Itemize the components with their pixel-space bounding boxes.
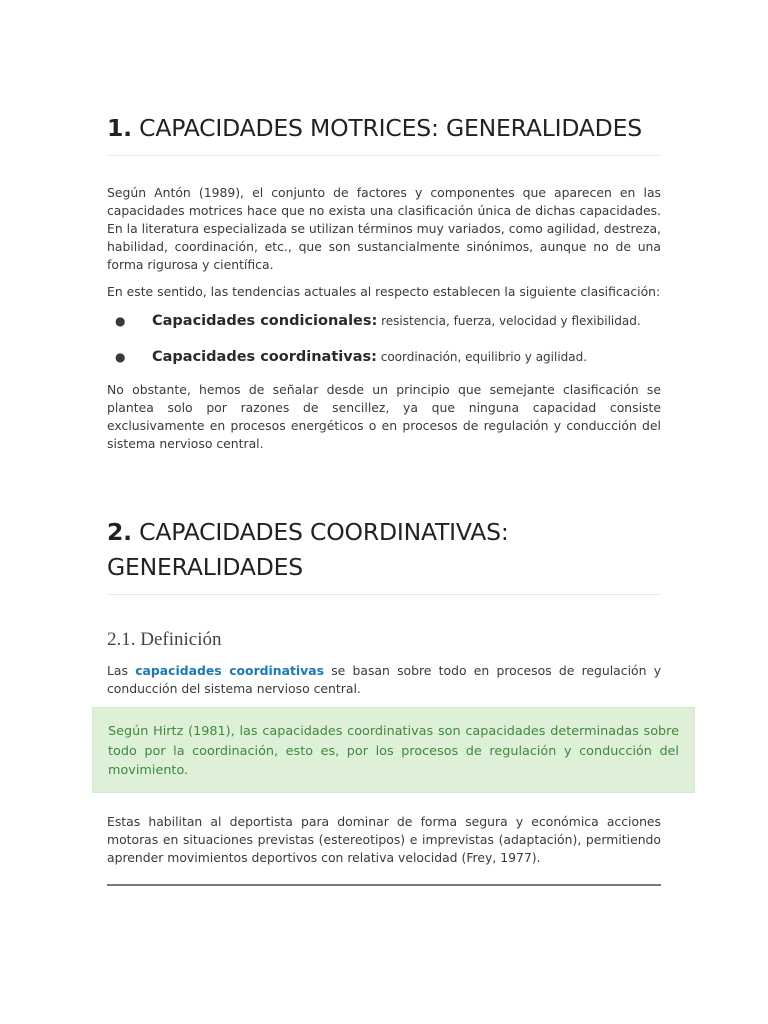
list-item-term: Capacidades condicionales: xyxy=(152,313,378,329)
section-1-paragraph-1: Según Antón (1989), el conjunto de factores y componentes que aparecen en las capacidades motrices hace que no exista una clasificación única de dichas capacidades. En la literatura especializada se utilizan términos muy variados, como agilidad, destreza, habilidad, coordinación, etc., que son sustancialmente sinónimos, aunque no de una forma rigurosa y científica. xyxy=(107,185,661,272)
list-item-term: Capacidades coordinativas: xyxy=(152,349,377,365)
definition-prefix: Las xyxy=(107,663,136,678)
section-1-title: CAPACIDADES MOTRICES: GENERALIDADES xyxy=(139,114,642,142)
bullet-dot-icon: ● xyxy=(115,314,126,328)
list-item xyxy=(107,311,661,331)
list-item xyxy=(107,347,661,367)
section-2-number: 2. xyxy=(107,518,132,546)
section-2-heading xyxy=(107,515,661,585)
section-1-paragraph-3: No obstante, hemos de señalar desde un principio que semejante clasificación se plantea solo por razones de sencillez, ya que ninguna capacidad consiste exclusivamente en procesos energéticos o en procesos de regulación y conducción del sistema nervioso central. xyxy=(107,382,661,451)
bullet-dot-icon: ● xyxy=(115,350,126,364)
section-1-number: 1. xyxy=(107,114,132,142)
capacities-list xyxy=(107,311,661,367)
quote-callout-text: Según Hirtz (1981), las capacidades coordinativas son capacidades determinadas sobre todo por la coordinación, esto es, por los procesos de regulación y conducción del movimiento. xyxy=(108,724,679,778)
section-1-divider xyxy=(107,155,661,156)
section-2-divider xyxy=(107,594,661,595)
bottom-divider xyxy=(107,884,661,886)
list-item-description: resistencia, fuerza, velocidad y flexibilidad. xyxy=(377,314,641,328)
subsection-heading: 2.1. Definición xyxy=(107,629,222,650)
list-item-description: coordinación, equilibrio y agilidad. xyxy=(376,350,588,364)
section-1-paragraph-2: En este sentido, las tendencias actuales al respecto establecen la siguiente clasificación: xyxy=(107,284,661,299)
definition-suffix: se basan sobre todo en procesos de regulación y conducción del sistema nervioso central. xyxy=(107,663,662,696)
section-1-heading xyxy=(107,111,661,146)
definition-paragraph xyxy=(107,662,661,698)
quote-callout xyxy=(92,707,695,793)
capacidades-coordinativas-link[interactable]: capacidades coordinativas xyxy=(135,663,324,678)
section-2-title-line-1: CAPACIDADES COORDINATIVAS: xyxy=(139,518,509,546)
section-2-title-line-2: GENERALIDADES xyxy=(107,553,303,581)
closing-paragraph: Estas habilitan al deportista para dominar de forma segura y económica acciones motoras en situaciones previstas (estereotipos) e imprevistas (adaptación), permitiendo aprender movimientos deportivos con relativa velocidad (Frey, 1977). xyxy=(107,814,661,865)
